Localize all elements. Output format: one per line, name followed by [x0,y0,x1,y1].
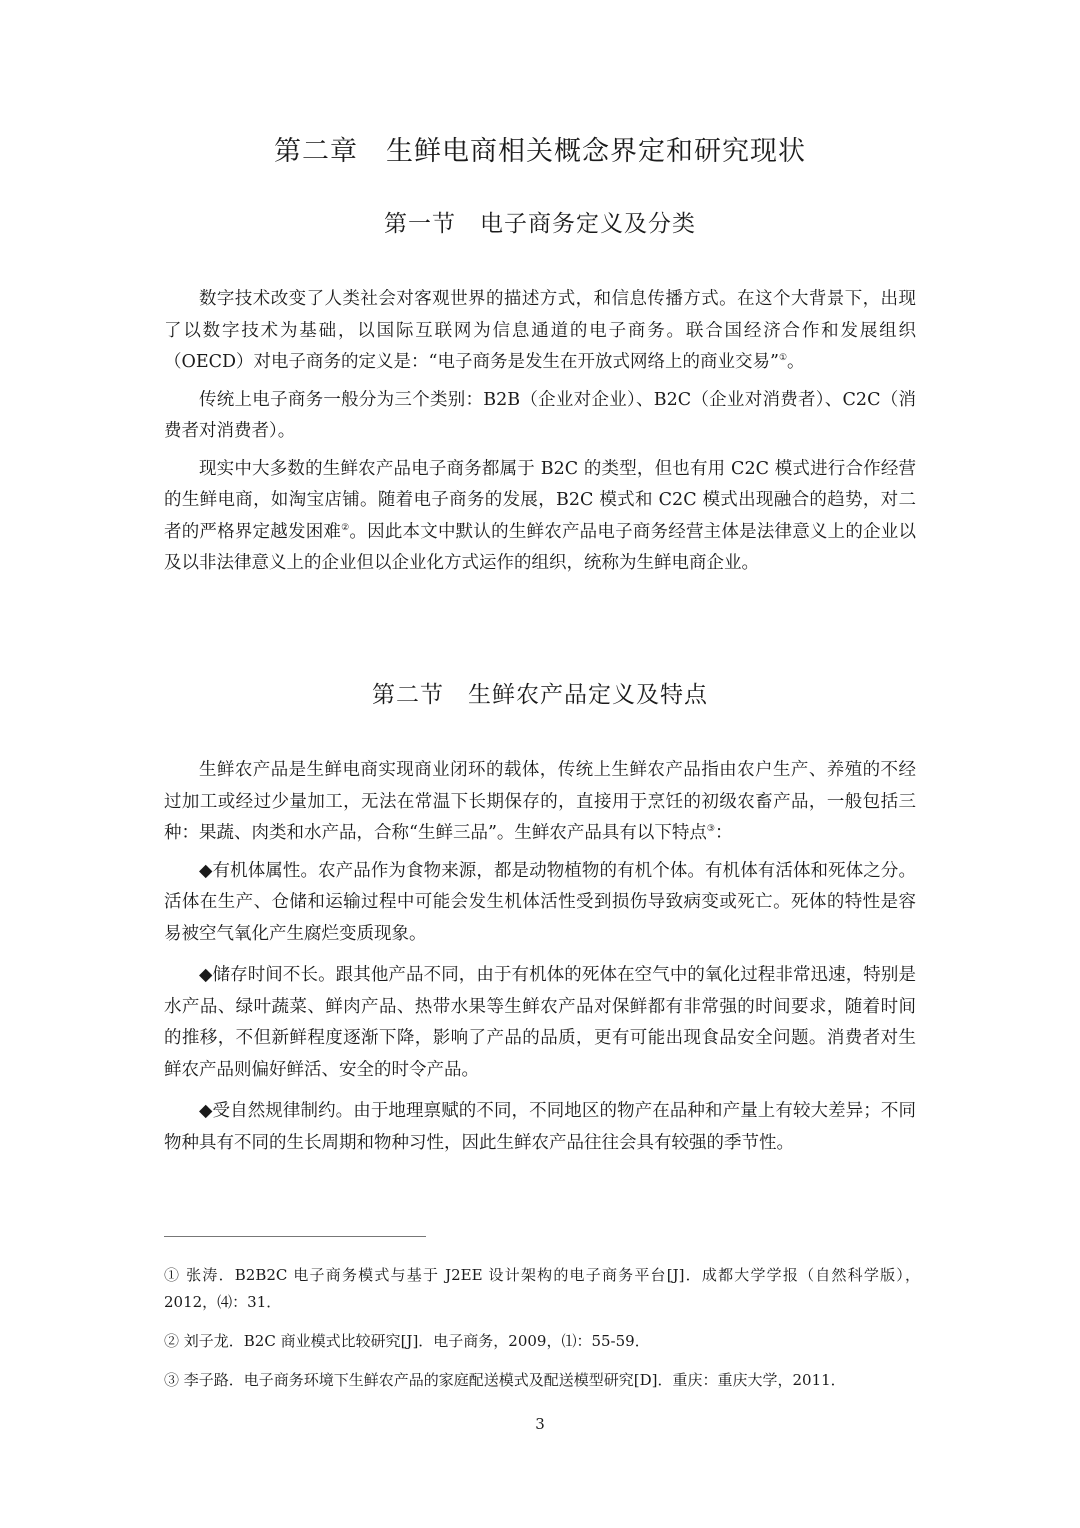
bullet-paragraph: ◆储存时间不长。跟其他产品不同，由于有机体的死体在空气中的氧化过程非常迅速，特别是水产品、绿叶蔬菜、鲜肉产品、热带水果等生鲜农产品对保鲜都有非常强的时间要求，随着时间的推移，不但新鲜程度逐渐下降，影响了产品的品质，更有可能出现食品安全问题。消费者对生鲜农产品则偏好鲜活、安全的时令产品。 [164,965,916,1080]
page-number: 3 [535,1415,545,1433]
paragraph: 现实中大多数的生鲜农产品电子商务都属于 B2C 的类型，但也有用 C2C 模式进行合作经营的生鲜电商，如淘宝店铺。随着电子商务的发展，B2C 模式和 C2C 模式出现融合的趋势，对二者的严格界定越发困难②。因此本文中默认的生鲜农产品电子商务经营主体是法律意义上的企业以及以非法律意义上的企业但以企业化方式运作的组织，统称为生鲜电商企业。 [164,458,916,573]
bullet-paragraph: ◆有机体属性。农产品作为食物来源，都是动物植物的有机个体。有机体有活体和死体之分。活体在生产、仓储和运输过程中可能会发生机体活性受到损伤导致病变或死亡。死体的特性是容易被空气氧化产生腐烂变质现象。 [164,860,916,944]
footnote-ref-2: ② [341,522,350,533]
paragraph: 传统上电子商务一般分为三个类别：B2B（企业对企业）、B2C（企业对消费者）、C2C（消费者对消费者）。 [164,389,916,441]
footnote-3: ③ 李子路．电子商务环境下生鲜农产品的家庭配送模式及配送模型研究[D]．重庆：重庆大学，2011． [164,1371,846,1389]
section-title-2: 第二节 生鲜农产品定义及特点 [372,682,708,708]
footnotes [164,1262,920,1406]
footnote-2: ② 刘子龙．B2C 商业模式比较研究[J]．电子商务，2009，⑴：55-59． [164,1332,650,1350]
footnote-ref-1: ① [778,353,788,364]
footnote-divider [164,1236,426,1237]
section-1-body [164,284,916,580]
section-2-body [164,755,916,1159]
paragraph: 生鲜农产品是生鲜电商实现商业闭环的载体，传统上生鲜农产品指由农户生产、养殖的不经过加工或经过少量加工，无法在常温下长期保存的，直接用于烹饪的初级农畜产品，一般包括三种：果蔬、肉类和水产品，合称“生鲜三品”。生鲜农产品具有以下特点③： [164,760,916,843]
footnote-1: ① 张涛．B2B2C 电子商务模式与基于 J2EE 设计架构的电子商务平台[J]．成都大学学报（自然科学版），2012，⑷：31． [164,1266,920,1311]
chapter-title: 第二章 生鲜电商相关概念界定和研究现状 [274,136,806,167]
footnote-ref-3: ③ [706,824,715,835]
paragraph: 数字技术改变了人类社会对客观世界的描述方式，和信息传播方式。在这个大背景下，出现了以数字技术为基础，以国际互联网为信息通道的电子商务。联合国经济合作和发展组织（OECD）对电子商务的定义是：“电子商务是发生在开放式网络上的商业交易”①。 [164,289,916,372]
section-title-1: 第一节 电子商务定义及分类 [384,211,696,237]
bullet-paragraph: ◆受自然规律制约。由于地理禀赋的不同，不同地区的物产在品种和产量上有较大差异；不同物种具有不同的生长周期和物种习性，因此生鲜农产品往往会具有较强的季节性。 [164,1101,916,1153]
